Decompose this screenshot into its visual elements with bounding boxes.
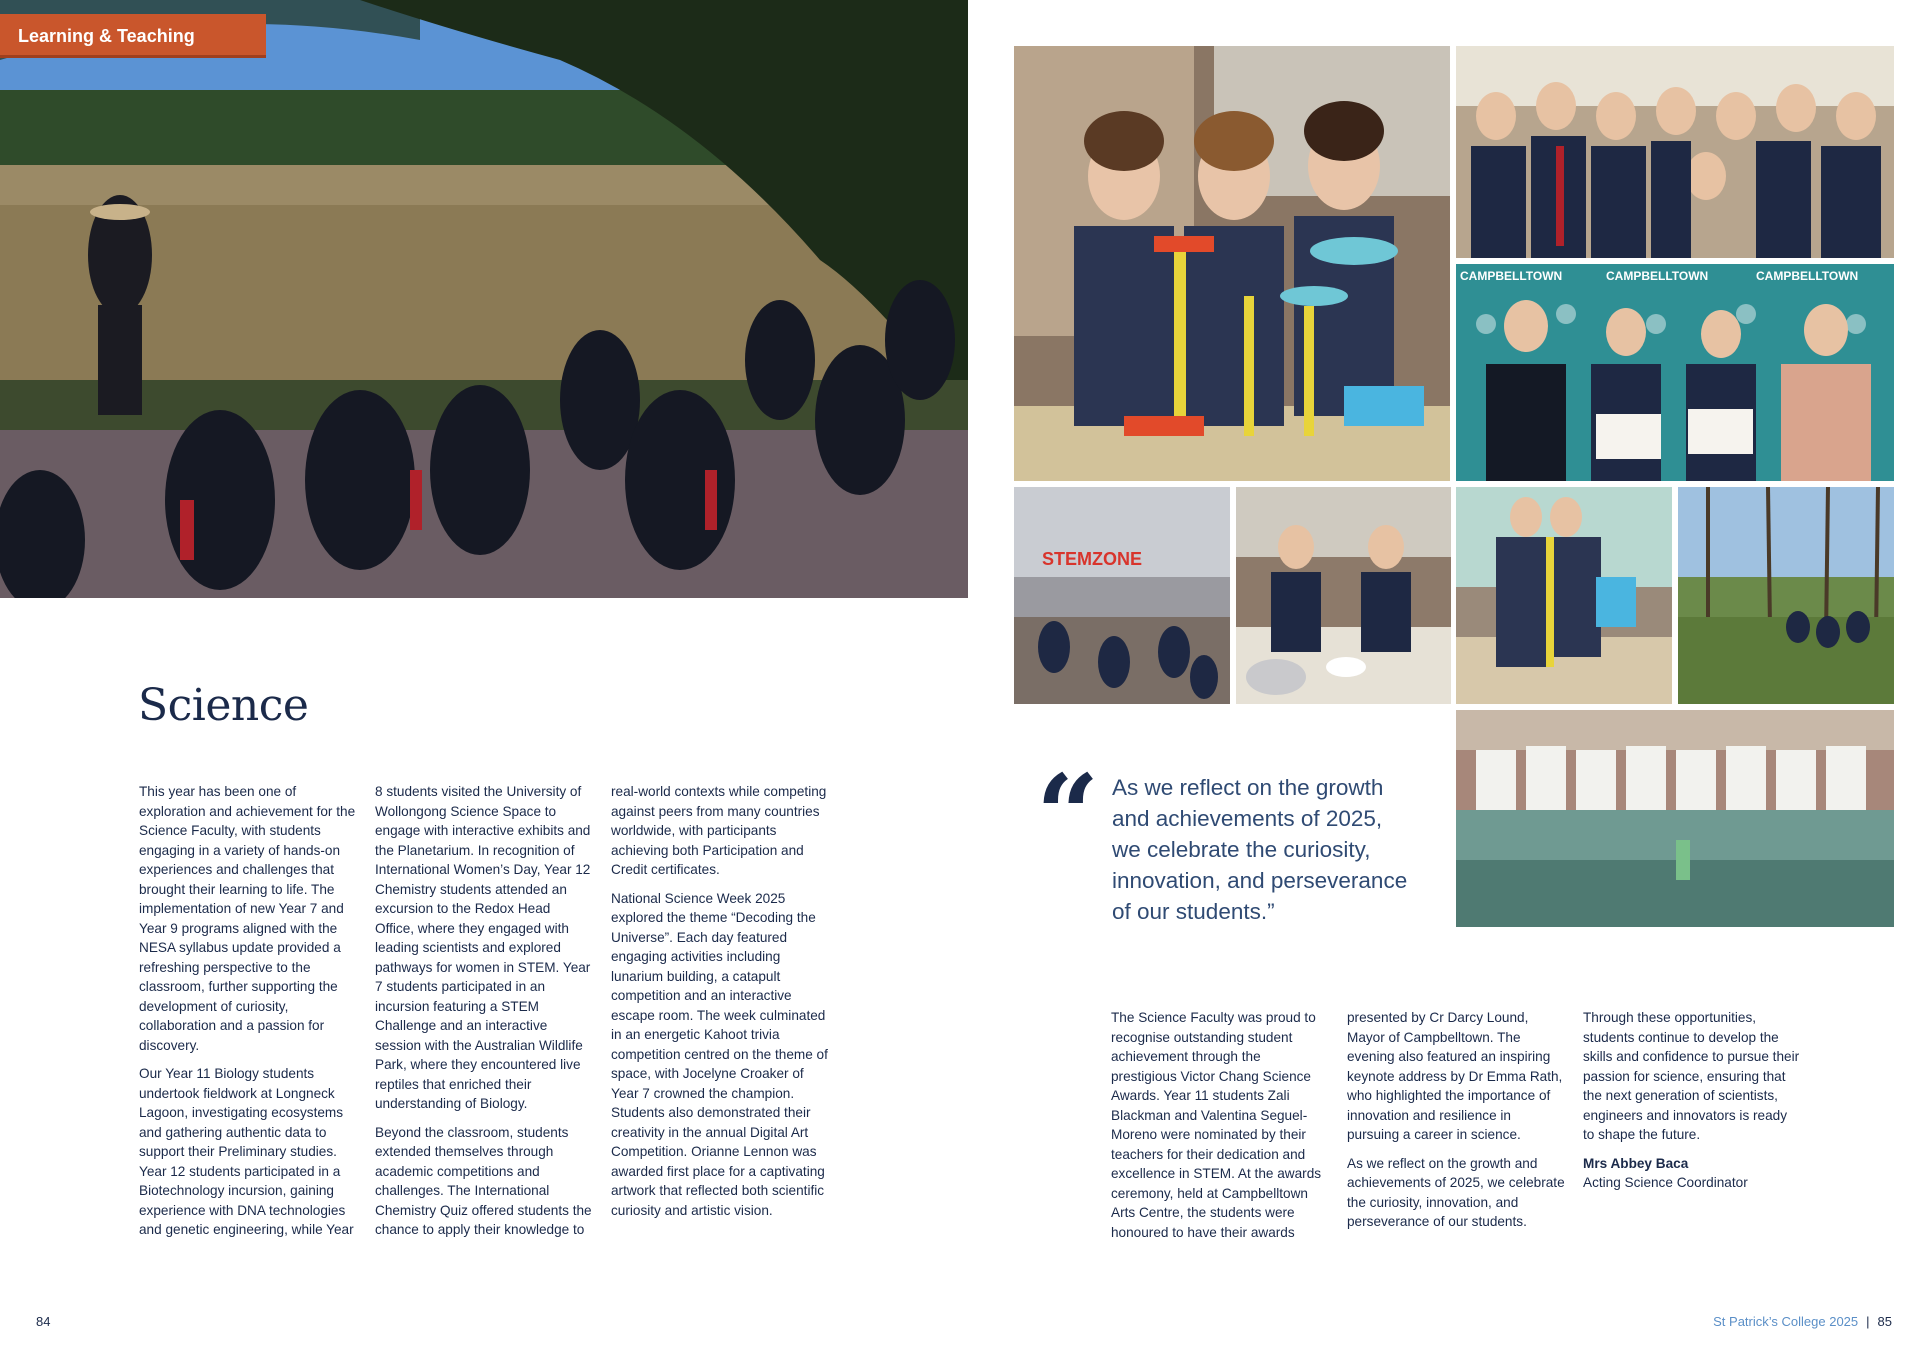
page-title: Science bbox=[138, 680, 309, 731]
publication-name: St Patrick’s College 2025 bbox=[1713, 1314, 1859, 1329]
campbelltown-sign-3: CAMPBELLTOWN bbox=[1756, 269, 1859, 283]
signer-name: Mrs Abbey Baca bbox=[1583, 1155, 1689, 1171]
paragraph: Our Year 11 Biology students undertook fieldwork at Longneck Lagoon, investigating ecosystems and gathering authentic data to support their Preliminary studies. Year 12 students participated in a Biotechnology incursion, gaining experience with DNA technologies and genetic engineering, while Year bbox=[139, 1066, 354, 1237]
right-text-column-1 bbox=[1111, 1008, 1329, 1251]
page-number-right: 85 bbox=[1877, 1314, 1892, 1329]
left-text-column-3 bbox=[611, 782, 829, 1229]
paragraph: 8 students visited the University of Wollongong Science Space to engage with interactive exhibits and the Planetarium. In recognition of International Women’s Day, Year 12 Chemistry students attended an excursion to the Redox Head Office, where they engaged with leading scientists and explored pathways for women in STEM. Year 7 students participated in an incursion featuring a STEM Challenge and an interactive session with the Australian Wildlife Park, where they encountered live reptiles that enriched their understanding of Biology. bbox=[375, 784, 591, 1111]
paragraph: National Science Week 2025 explored the theme “Decoding the Universe”. Each day featured engaging activities including lunarium building, a catapult competition and an interactive escape room. The week culminated in an energetic Kahoot trivia competition centred on the theme of space, with Jocelyne Croaker of Year 7 crowned the champion. Students also demonstrated their creativity in the annual Digital Art Competition. Orianne Lennon was awarded first place for a captivating artwork that reflected both scientific curiosity and artistic vision. bbox=[611, 890, 828, 1218]
pull-quote: As we reflect on the growth and achievements of 2025, we celebrate the curiosity, innovation, and perseverance of our students.” bbox=[1112, 775, 1408, 924]
paragraph: As we reflect on the growth and achievements of 2025, we celebrate the curiosity, innovation, and perseverance of our students. bbox=[1347, 1155, 1565, 1229]
footer-separator: | bbox=[1866, 1314, 1870, 1329]
left-text-column-1 bbox=[139, 782, 357, 1249]
group-students-photo bbox=[1456, 46, 1894, 258]
quote-mark-icon: “ bbox=[1036, 750, 1100, 879]
paragraph: real-world contexts while competing against peers from many countries worldwide, with participants achieving both Participation and Credit certificates. bbox=[611, 784, 827, 877]
lab-coats-class-photo bbox=[1456, 710, 1894, 927]
section-tab: Learning & Teaching bbox=[0, 14, 266, 58]
catapult-competition-photo bbox=[1236, 487, 1451, 704]
lagoon-fieldwork-photo bbox=[0, 0, 968, 598]
paragraph: The Science Faculty was proud to recognise outstanding student achievement through the prestigious Victor Chang Science Awards. Year 11 students Zali Blackman and Valentina Seguel-Moreno were nominated by their teachers for their dedication and excellence in STEM. At the awards ceremony, held at Campbelltown Arts Centre, the students were honoured to have their awards bbox=[1111, 1010, 1322, 1240]
marble-run-students-photo bbox=[1456, 487, 1672, 704]
paragraph: Beyond the classroom, students extended themselves through academic competitions and challenges. The International Chemistry Quiz offered students the chance to apply their knowledge to bbox=[375, 1124, 592, 1237]
right-text-column-3 bbox=[1583, 1008, 1801, 1193]
signer-role: Acting Science Coordinator bbox=[1583, 1175, 1748, 1190]
paragraph: This year has been one of exploration and achievement for the Science Faculty, with students engaging in a variety of hands-on experiences and challenges that brought their learning to life. The implementation of new Year 7 and Year 9 programs aligned with the NESA syllabus update provided a refreshing perspective to the classroom, further supporting the development of curiosity, collaboration and a passion for discovery. bbox=[139, 784, 356, 1053]
campbelltown-sign-1: CAMPBELLTOWN bbox=[1460, 269, 1563, 283]
paragraph: presented by Cr Darcy Lound, Mayor of Campbelltown. The evening also featured an inspiring keynote address by Dr Emma Rath, who highlighted the importance of innovation and resilience in pursuing a career in science. bbox=[1347, 1010, 1563, 1142]
marble-run-photo bbox=[1014, 46, 1450, 481]
footer-right bbox=[1713, 1314, 1892, 1329]
page-number-left: 84 bbox=[36, 1314, 51, 1329]
bushland-fieldwork-photo bbox=[1678, 487, 1894, 704]
left-text-column-2 bbox=[375, 782, 593, 1249]
right-text-column-2 bbox=[1347, 1008, 1565, 1241]
paragraph: Through these opportunities, students continue to develop the skills and confidence to pursue their passion for science, ensuring that the next generation of scientists, engineers and innovators is ready to shape the future. bbox=[1583, 1010, 1800, 1142]
stemzone-sign: STEMZONE bbox=[1042, 549, 1143, 569]
award-ceremony-photo bbox=[1456, 264, 1894, 481]
campbelltown-sign-2: CAMPBELLTOWN bbox=[1606, 269, 1709, 283]
stemzone-photo bbox=[1014, 487, 1230, 704]
